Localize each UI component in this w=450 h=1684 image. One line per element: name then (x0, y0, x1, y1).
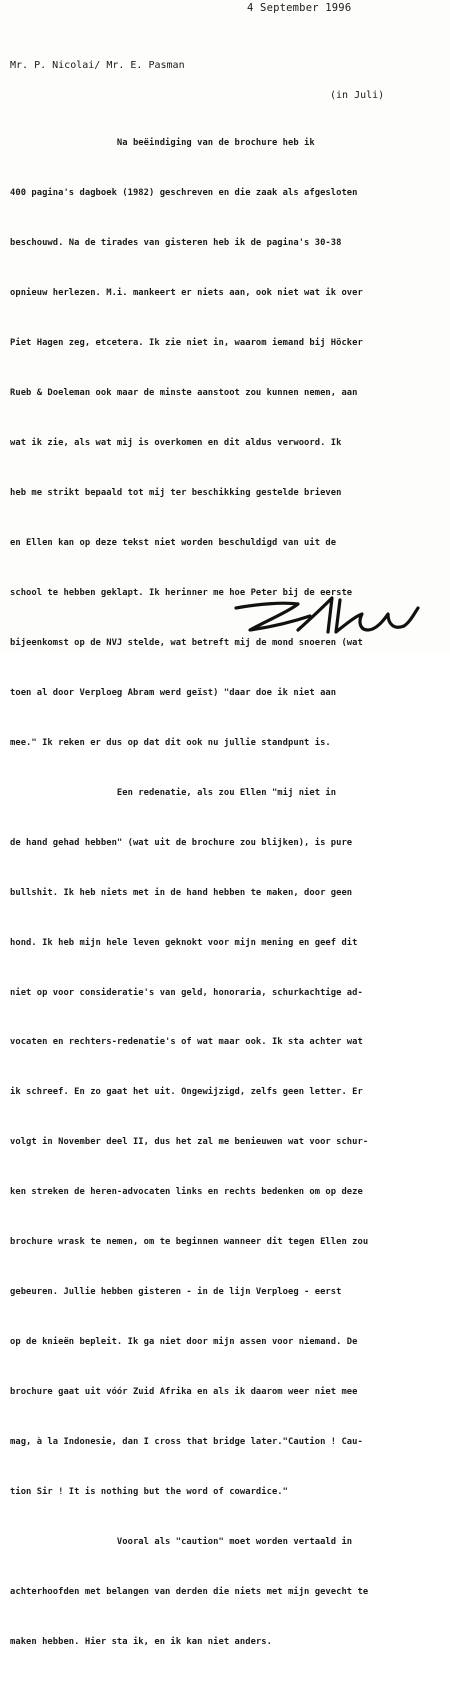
handwritten-signature (228, 590, 428, 640)
letter-line: mee." Ik reken er dus op dat dit ook nu jullie standpunt is. (10, 737, 331, 748)
letter-line: brochure wrask te nemen, om te beginnen wanneer dit tegen Ellen zou (10, 1237, 369, 1248)
letter-line: opnieuw herlezen. M.i. mankeert er niets aan, ook niet wat ik over (10, 288, 363, 299)
letter-line: ik schreef. En zo gaat het uit. Ongewijzigd, zelfs geen letter. Er (10, 1087, 363, 1098)
letter-line: beschouwd. Na de tirades van gisteren heb ik de pagina's 30-38 (10, 238, 342, 249)
letter-line: brochure gaat uit vóór Zuid Afrika en als ik daarom weer niet mee (10, 1387, 358, 1398)
letter-line: bijeenkomst op de NVJ stelde, wat betreft mij de mond snoeren (wat (10, 637, 363, 648)
letter-line: school te hebben geklapt. Ik herinner me hoe Peter bij de eerste (10, 587, 353, 598)
letter-line: wat ik zie, als wat mij is overkomen en dit aldus verwoord. Ik (10, 438, 342, 449)
letter-line: achterhoofden met belangen van derden die niets met mijn gevecht te (10, 1586, 369, 1597)
letter-line: en Ellen kan op deze tekst niet worden beschuldigd van uit de (10, 537, 337, 548)
letter-addressee: Mr. P. Nicolai/ Mr. E. Pasman (10, 60, 185, 71)
letter-line: mag, à la Indonesie, dan I cross that bridge later."Caution ! Cau- (10, 1437, 363, 1448)
letter-line: op de knieën bepleit. Ik ga niet door mijn assen voor niemand. De (10, 1337, 358, 1348)
letter-body (10, 102, 450, 1684)
letter-line: Rueb & Doeleman ook maar de minste aanstoot zou kunnen nemen, aan (10, 388, 358, 399)
letter-line: ken streken de heren-advocaten links en rechts bedenken om op deze (10, 1187, 363, 1198)
letter-line: tion Sir ! It is nothing but the word of cowardice." (10, 1487, 289, 1498)
letter-line: hond. Ik heb mijn hele leven geknokt voor mijn mening en geef dit (10, 937, 358, 948)
letter-line: maken hebben. Hier sta ik, en ik kan niet anders. (10, 1636, 272, 1647)
letter-line: toen al door Verploeg Abram werd geïst) "daar doe ik niet aan (10, 687, 337, 698)
letter-line: Een redenatie, als zou Ellen "mij niet in (10, 787, 337, 798)
letter-line: gebeuren. Jullie hebben gisteren - in de lijn Verploeg - eerst (10, 1287, 342, 1298)
letter-line: de hand gehad hebben" (wat uit de brochure zou blijken), is pure (10, 837, 353, 848)
letter-line: Na beëindiging van de brochure heb ik (10, 138, 315, 149)
letter-date: 4 September 1996 (247, 2, 352, 14)
letter-line: Vooral als "caution" moet worden vertaald in (10, 1537, 353, 1547)
letter-line: niet op voor consideratie's van geld, honoraria, schurkachtige ad- (10, 987, 363, 998)
letter-line: heb me strikt bepaald tot mij ter beschikking gestelde brieven (10, 487, 342, 498)
letter-line: bullshit. Ik heb niets met in de hand hebben te maken, door geen (10, 887, 353, 898)
letter-line: vocaten en rechters-redenatie's of wat maar ook. Ik sta achter wat (10, 1037, 363, 1048)
letter-line: volgt in November deel II, dus het zal me benieuwen wat voor schur- (10, 1137, 369, 1148)
letter-line: Piet Hagen zeg, etcetera. Ik zie niet in, waarom iemand bij Höcker (10, 338, 363, 349)
letter-line: 400 pagina's dagboek (1982) geschreven en die zaak als afgesloten (10, 188, 358, 199)
handwritten-insert: (in Juli) (330, 90, 385, 101)
